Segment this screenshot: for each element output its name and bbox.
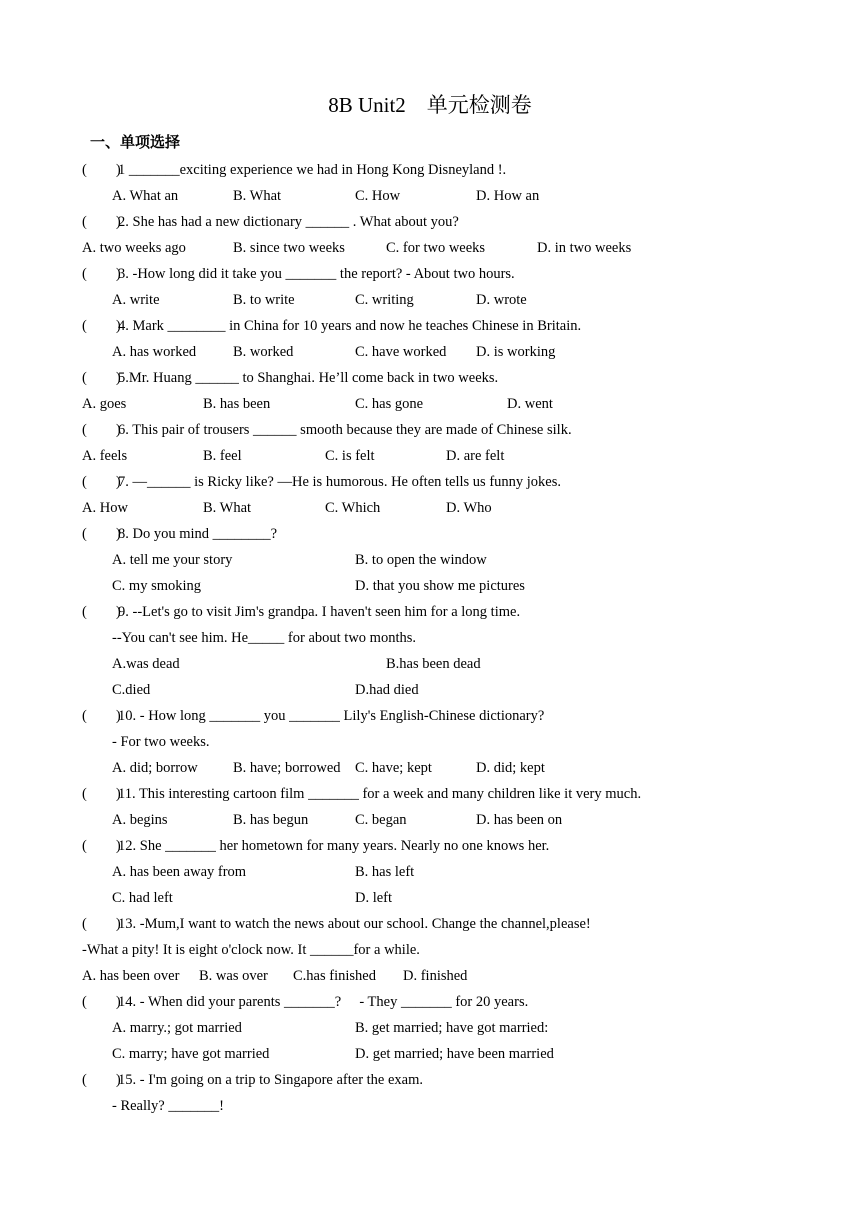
question-stem	[82, 784, 641, 804]
answer-bracket: ( )	[82, 708, 121, 724]
question-stem	[82, 1070, 423, 1090]
answer-option: B. worked	[233, 344, 294, 360]
answer-option: A. two weeks ago	[82, 240, 186, 256]
answer-bracket: ( )	[82, 916, 121, 932]
answer-option: D. is working	[476, 344, 556, 360]
question-stem	[82, 160, 506, 180]
answer-option: B. since two weeks	[233, 240, 345, 256]
answer-bracket: ( )	[82, 1072, 121, 1088]
answer-option: B. was over	[199, 968, 268, 984]
answer-option: D. Who	[446, 500, 492, 516]
answer-bracket: ( )	[82, 266, 121, 282]
answer-option: D. went	[507, 396, 553, 412]
question-stem	[82, 472, 561, 492]
question-text: 14. - When did your parents _______? - They _______ for 20 years.	[118, 994, 529, 1010]
answer-bracket: ( )	[82, 318, 121, 334]
answer-bracket: ( )	[82, 786, 121, 802]
question-stem	[82, 914, 591, 934]
question-text: 3. -How long did it take you _______ the report? - About two hours.	[118, 266, 515, 282]
answer-bracket: ( )	[82, 838, 121, 854]
answer-option: A.was dead	[112, 656, 180, 672]
answer-option: D. get married; have been married	[355, 1046, 554, 1062]
answer-option: B. to open the window	[355, 552, 487, 568]
section-heading: 一、单项选择	[90, 133, 181, 151]
answer-option: D. in two weeks	[537, 240, 632, 256]
answer-bracket: ( )	[82, 994, 121, 1010]
answer-option: B. has left	[355, 864, 415, 880]
question-stem	[82, 368, 498, 388]
question-text: 15. - I'm going on a trip to Singapore after the exam.	[118, 1072, 424, 1088]
answer-option: D. finished	[403, 968, 468, 984]
question-text: 10. - How long _______ you _______ Lily's English-Chinese dictionary?	[118, 708, 545, 724]
answer-option: D. that you show me pictures	[355, 578, 525, 594]
question-text: 1 _______exciting experience we had in Hong Kong Disneyland !.	[118, 162, 507, 178]
answer-bracket: ( )	[82, 162, 121, 178]
answer-option: D. left	[355, 890, 393, 906]
answer-option: A. has been over	[82, 968, 180, 984]
answer-option: B. has been	[203, 396, 271, 412]
question-stem	[82, 992, 528, 1012]
question-text: 6. This pair of trousers ______ smooth because they are made of Chinese silk.	[118, 422, 572, 438]
answer-option: C. has gone	[355, 396, 424, 412]
question-text: 2. She has had a new dictionary ______ . What about you?	[118, 214, 459, 230]
answer-option: D. has been on	[476, 812, 563, 828]
answer-option: B. have; borrowed	[233, 760, 341, 776]
answer-option: D. did; kept	[476, 760, 545, 776]
answer-option: B. get married; have got married:	[355, 1020, 549, 1036]
answer-option: C. have worked	[355, 344, 447, 360]
question-text: 11. This interesting cartoon film _______ for a week and many children like it very much.	[118, 786, 642, 802]
question-dialogue-line: - For two weeks.	[112, 734, 210, 750]
question-dialogue-line: --You can't see him. He_____ for about two months.	[112, 630, 416, 646]
question-text: 9. --Let's go to visit Jim's grandpa. I haven't seen him for a long time.	[118, 604, 521, 620]
answer-option: A. has been away from	[112, 864, 247, 880]
answer-option: D. are felt	[446, 448, 505, 464]
question-stem	[82, 706, 544, 726]
answer-option: A. feels	[82, 448, 128, 464]
question-text: 7. —______ is Ricky like? —He is humorous. He often tells us funny jokes.	[118, 474, 562, 490]
answer-option: C.has finished	[293, 968, 376, 984]
answer-bracket: ( )	[82, 526, 121, 542]
page-title: 8B Unit2 单元检测卷	[328, 93, 532, 117]
answer-option: D. wrote	[476, 292, 527, 308]
answer-option: A. has worked	[112, 344, 197, 360]
question-stem	[82, 420, 572, 440]
question-stem	[82, 602, 520, 622]
answer-option: C. Which	[325, 500, 381, 516]
question-text: 8. Do you mind ________?	[118, 526, 278, 542]
answer-option: B. What	[233, 188, 282, 204]
answer-option: C. my smoking	[112, 578, 202, 594]
question-text: 4. Mark ________ in China for 10 years and now he teaches Chinese in Britain.	[118, 318, 582, 334]
answer-option: B.has been dead	[386, 656, 481, 672]
answer-option: D. How an	[476, 188, 540, 204]
answer-option: C. How	[355, 188, 401, 204]
answer-option: C. marry; have got married	[112, 1046, 270, 1062]
answer-option: A. begins	[112, 812, 168, 828]
question-stem	[82, 524, 277, 544]
answer-option: A. How	[82, 500, 128, 516]
answer-bracket: ( )	[82, 214, 121, 230]
answer-option: A. marry.; got married	[112, 1020, 242, 1036]
answer-option: B. What	[203, 500, 252, 516]
question-dialogue-line: -What a pity! It is eight o'clock now. It ______for a while.	[82, 942, 420, 958]
answer-option: A. goes	[82, 396, 127, 412]
question-text: 12. She _______ her hometown for many years. Nearly no one knows her.	[118, 838, 550, 854]
answer-option: C. writing	[355, 292, 414, 308]
answer-option: C.died	[112, 682, 151, 698]
question-text: 13. -Mum,I want to watch the news about our school. Change the channel,please!	[118, 916, 591, 932]
answer-bracket: ( )	[82, 422, 121, 438]
question-stem	[82, 212, 459, 232]
answer-option: C. had left	[112, 890, 173, 906]
answer-option: C. began	[355, 812, 407, 828]
answer-option: A. write	[112, 292, 160, 308]
question-stem	[82, 836, 549, 856]
answer-option: C. for two weeks	[386, 240, 486, 256]
answer-option: B. feel	[203, 448, 242, 464]
question-stem	[82, 264, 515, 284]
answer-option: A. did; borrow	[112, 760, 198, 776]
answer-bracket: ( )	[82, 370, 121, 386]
question-text: 5.Mr. Huang ______ to Shanghai. He’ll come back in two weeks.	[118, 370, 499, 386]
answer-option: C. have; kept	[355, 760, 432, 776]
answer-option: B. has begun	[233, 812, 309, 828]
question-dialogue-line: - Really? _______!	[112, 1098, 224, 1114]
answer-option: A. What an	[112, 188, 179, 204]
answer-option: B. to write	[233, 292, 295, 308]
answer-option: C. is felt	[325, 448, 375, 464]
answer-option: A. tell me your story	[112, 552, 233, 568]
answer-option: D.had died	[355, 682, 419, 698]
question-stem	[82, 316, 581, 336]
answer-bracket: ( )	[82, 604, 121, 620]
answer-bracket: ( )	[82, 474, 121, 490]
